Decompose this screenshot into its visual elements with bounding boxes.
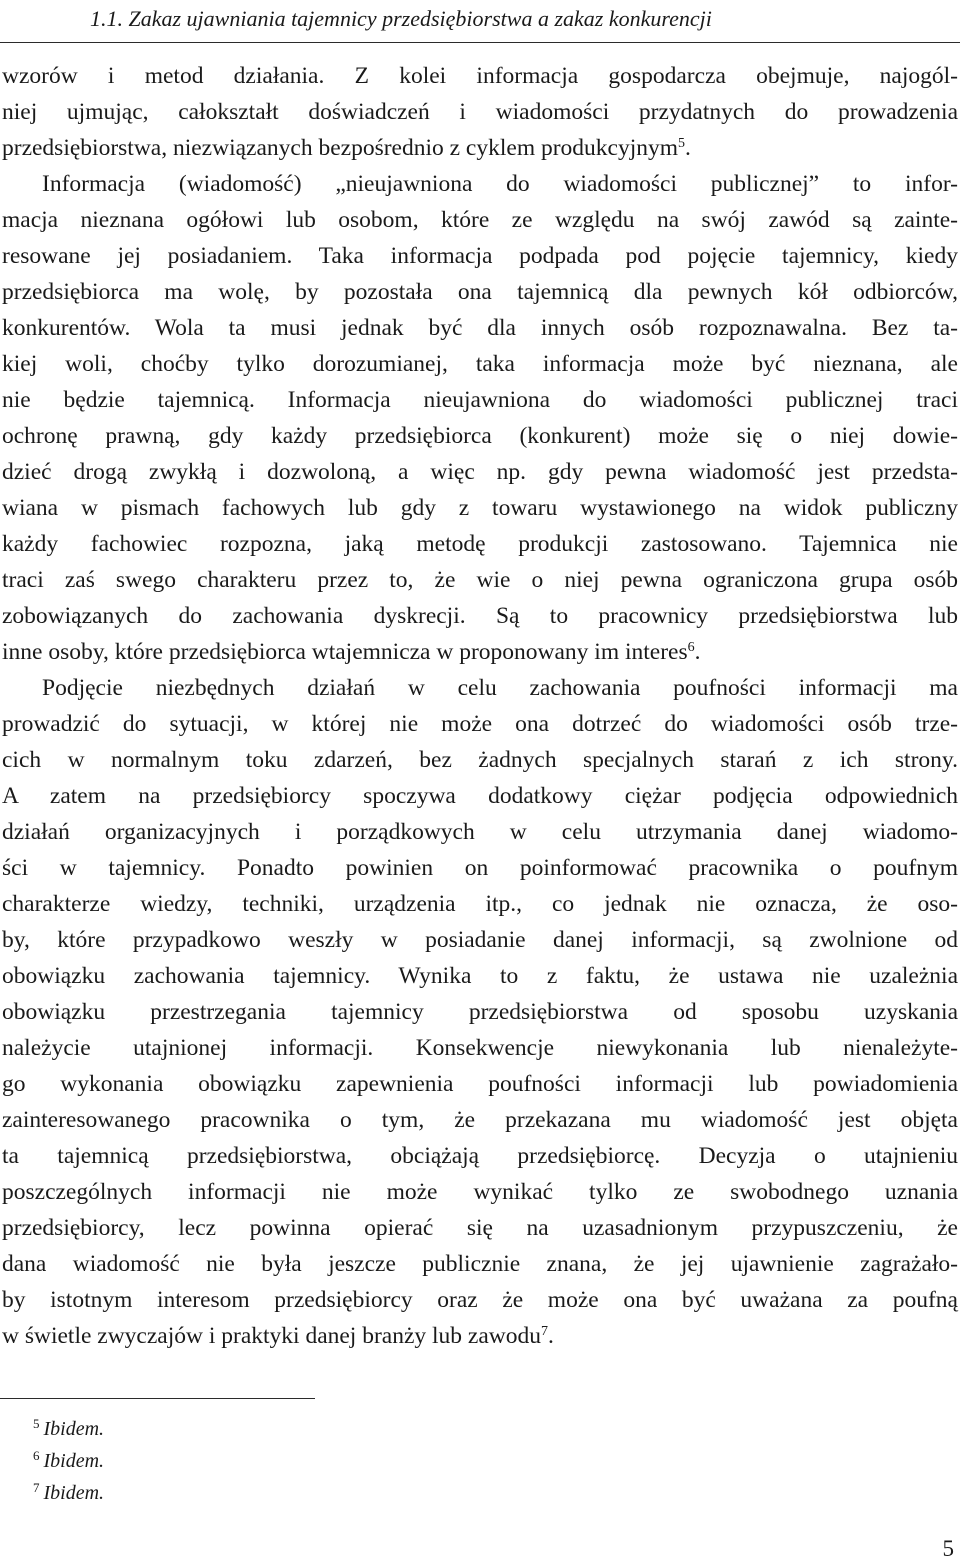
text-line-content: przedsiębiorcy, lecz powinna opierać się na uzasadnionym przypuszczeniu, że	[2, 1215, 958, 1241]
footnote-number: 7	[33, 1480, 40, 1495]
text-line-content: Informacja (wiadomość) „nieujawniona do wiadomości publicznej” to infor-	[42, 171, 958, 197]
footnote-text: Ibidem.	[43, 1418, 105, 1440]
text-line-content: by, które przypadkowo weszły w posiadanie danej informacji, są zwolnione od	[2, 927, 958, 953]
footnote-number: 5	[33, 1416, 40, 1431]
text-line	[2, 346, 958, 382]
text-line	[2, 1138, 958, 1174]
text-line	[2, 58, 958, 94]
footnote-reference[interactable]: 6	[687, 640, 695, 655]
text-line	[2, 166, 958, 202]
running-header: 1.1. Zakaz ujawniania tajemnicy przedsiębiorstwa a zakaz konkurencji	[90, 6, 712, 31]
text-line-content: charakterze wiedzy, techniki, urządzenia itp., co jednak nie oznacza, że oso-	[2, 891, 958, 917]
text-line-content: inne osoby, które przedsiębiorca wtajemnicza w proponowany im interes	[2, 639, 688, 665]
text-line	[2, 94, 958, 130]
text-line	[2, 1102, 958, 1138]
text-line	[2, 886, 958, 922]
text-line	[2, 742, 958, 778]
text-line-content: dana wiadomość nie była jeszcze publicznie znana, że jej ujawnienie zagrażało-	[2, 1251, 958, 1277]
text-line-content: nie będzie tajemnicą. Informacja nieujawniona do wiadomości publicznej traci	[2, 387, 958, 413]
sentence-end: .	[685, 135, 691, 161]
text-line-content: resowane jej posiadaniem. Taka informacja podpada pod pojęcie tajemnicy, kiedy	[2, 243, 958, 269]
footnote-text: Ibidem.	[43, 1482, 105, 1504]
text-line-content: by istotnym interesom przedsiębiorcy oraz że może ona być uważana za poufną	[2, 1287, 958, 1313]
text-line	[2, 490, 958, 526]
text-line-content: obowiązku przestrzegania tajemnicy przedsiębiorstwa od sposobu uzyskania	[2, 999, 958, 1025]
text-line-content: macja nieznana ogółowi lub osobom, które ze względu na swój zawód są zainte-	[2, 207, 958, 233]
text-line-content: każdy fachowiec rozpozna, jaką metodę produkcji zastosowano. Tajemnica nie	[2, 531, 958, 557]
text-line	[2, 670, 958, 706]
text-line	[2, 1210, 958, 1246]
text-line	[2, 1066, 958, 1102]
text-line-content: zobowiązanych do zachowania dyskrecji. Są to pracownicy przedsiębiorstwa lub	[2, 603, 958, 629]
text-line	[2, 994, 958, 1030]
text-line-content: w świetle zwyczajów i praktyki danej branży lub zawodu	[2, 1323, 542, 1349]
text-line-content: niej ujmując, całokształt doświadczeń i wiadomości przydatnych do prowadzenia	[2, 99, 958, 125]
text-line	[2, 238, 958, 274]
text-line-content: ochronę prawną, gdy każdy przedsiębiorca (konkurent) może się o niej dowie-	[2, 423, 958, 449]
text-line	[2, 562, 958, 598]
text-line-content: kiej woli, choćby tylko dorozumianej, taka informacja może być nieznana, ale	[2, 351, 958, 377]
text-line	[2, 922, 958, 958]
text-line	[2, 202, 958, 238]
text-line	[2, 130, 958, 166]
text-line-content: dzieć drogą zwykłą i dozwoloną, a więc np. gdy pewna wiadomość jest przedsta-	[2, 459, 958, 485]
text-line	[2, 1318, 958, 1354]
body-text	[2, 58, 958, 1354]
text-line	[2, 1246, 958, 1282]
footnote-item	[33, 1413, 104, 1445]
text-line	[2, 778, 958, 814]
footnote-number: 6	[33, 1448, 40, 1463]
text-line	[2, 1030, 958, 1066]
footnote-reference[interactable]: 7	[541, 1324, 549, 1339]
text-line	[2, 274, 958, 310]
text-line	[2, 634, 958, 670]
text-line-content: A zatem na przedsiębiorcy spoczywa dodatkowy ciężar podjęcia odpowiednich	[2, 783, 958, 809]
text-line-content: go wykonania obowiązku zapewnienia poufności informacji lub powiadomienia	[2, 1071, 958, 1097]
text-line	[2, 526, 958, 562]
text-line-content: zainteresowanego pracownika o tym, że przekazana mu wiadomość jest objęta	[2, 1107, 958, 1133]
text-line-content: ści w tajemnicy. Ponadto powinien on poinformować pracownika o poufnym	[2, 855, 958, 881]
text-line-content: należycie utajnionej informacji. Konsekwencje niewykonania lub nienależyte-	[2, 1035, 958, 1061]
text-line-content: przedsiębiorstwa, niezwiązanych bezpośrednio z cyklem produkcyjnym	[2, 135, 679, 161]
text-line	[2, 598, 958, 634]
footnote-item	[33, 1477, 104, 1509]
footnote-separator	[0, 1398, 315, 1399]
page-number: 5	[942, 1536, 954, 1561]
footnote-reference[interactable]: 5	[678, 136, 686, 151]
text-line-content: poszczególnych informacji nie może wynikać tylko ze swobodnego uznania	[2, 1179, 958, 1205]
footnote-text: Ibidem.	[43, 1450, 105, 1472]
text-line	[2, 706, 958, 742]
text-line	[2, 418, 958, 454]
text-line	[2, 310, 958, 346]
text-line	[2, 454, 958, 490]
text-line-content: traci zaś swego charakteru przez to, że wie o niej pewna ograniczona grupa osób	[2, 567, 958, 593]
text-line-content: prowadzić do sytuacji, w której nie może ona dotrzeć do wiadomości osób trze-	[2, 711, 958, 737]
text-line	[2, 1174, 958, 1210]
text-line	[2, 1282, 958, 1318]
text-line-content: ta tajemnicą przedsiębiorstwa, obciążają przedsiębiorcę. Decyzja o utajnieniu	[2, 1143, 958, 1169]
text-line-content: działań organizacyjnych i porządkowych w celu utrzymania danej wiadomo-	[2, 819, 958, 845]
footnote-item	[33, 1445, 104, 1477]
sentence-end: .	[548, 1323, 554, 1349]
text-line-content: Podjęcie niezbędnych działań w celu zachowania poufności informacji ma	[42, 675, 958, 701]
text-line-content: obowiązku zachowania tajemnicy. Wynika to z faktu, że ustawa nie uzależnia	[2, 963, 958, 989]
text-line-content: cich w normalnym toku zdarzeń, bez żadnych specjalnych starań z ich strony.	[2, 747, 958, 773]
text-line	[2, 382, 958, 418]
text-line	[2, 958, 958, 994]
text-line	[2, 814, 958, 850]
text-line-content: wzorów i metod działania. Z kolei informacja gospodarcza obejmuje, najogól-	[2, 63, 958, 89]
text-line-content: konkurentów. Wola ta musi jednak być dla innych osób rozpoznawalna. Bez ta-	[2, 315, 958, 341]
footnotes	[33, 1413, 104, 1509]
header-rule	[0, 42, 960, 43]
text-line	[2, 850, 958, 886]
text-line-content: przedsiębiorca ma wolę, by pozostała ona tajemnicą dla pewnych kół odbiorców,	[2, 279, 958, 305]
sentence-end: .	[694, 639, 701, 665]
text-line-content: wiana w pismach fachowych lub gdy z towaru wystawionego na widok publiczny	[2, 495, 958, 521]
